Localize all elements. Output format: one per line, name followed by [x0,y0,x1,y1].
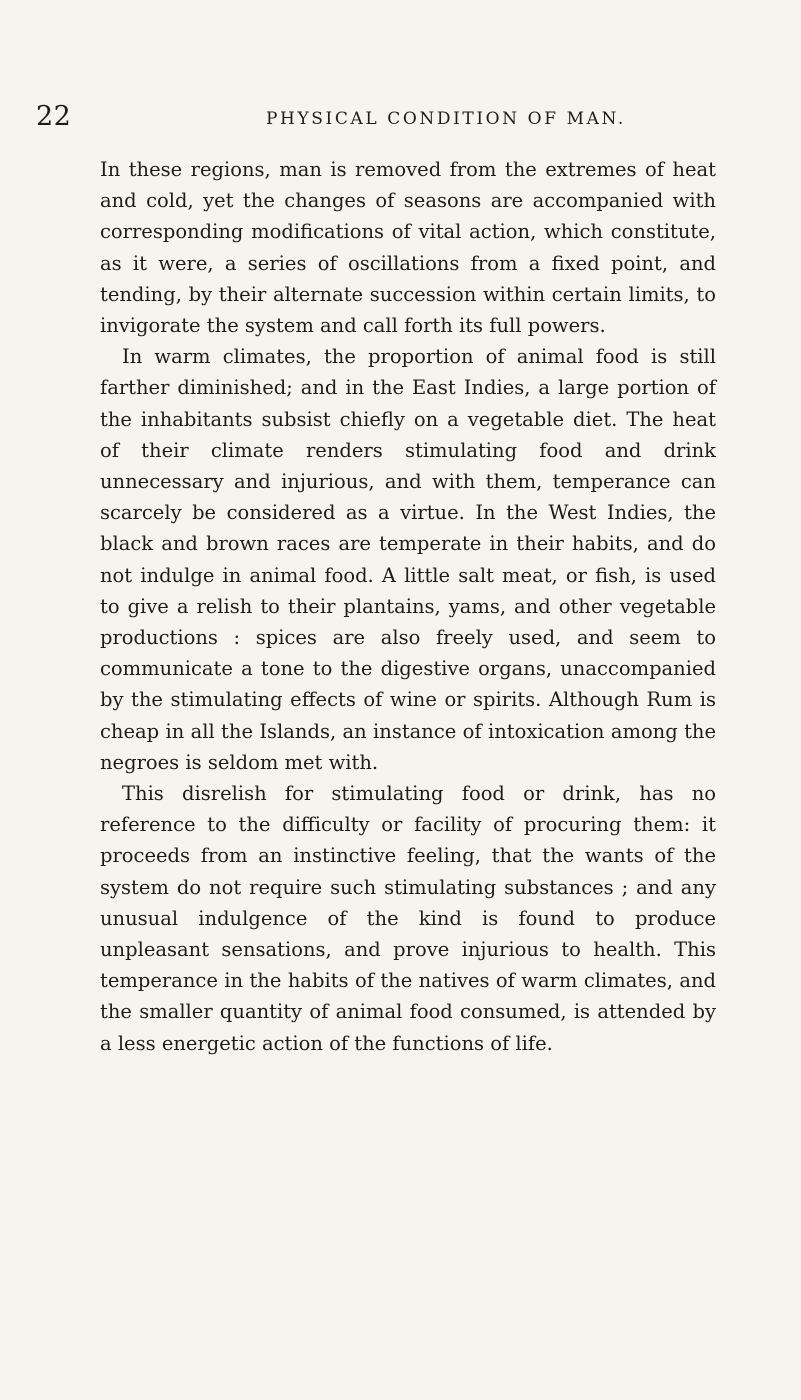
paragraph-3: This disrelish for stimulating food or drink, has no reference to the difficulty or facility of procuring them: it proceeds from an instinctive feeling, that the wants of the system do not require such stimulating substances ; and any unusual indulgence of the kind is found to produce unpleasant sensations, and prove injurious to health. This temperance in the habits of the natives of warm climates, and the smaller quantity of animal food consumed, is attended by a less energetic action of the functions of life. [100,782,716,1055]
paragraph-2: In warm climates, the proportion of animal food is still farther diminished; and in the East Indies, a large portion of the inhabitants subsist chiefly on a vegetable diet. The heat of their climate renders stimulating food and drink unnecessary and injurious, and with them, temperance can scarcely be considered as a virtue. In the West Indies, the black and brown races are temperate in their habits, and do not indulge in animal food. A little salt meat, or fish, is used to give a relish to their plantains, yams, and other vegetable productions : spices are also freely used, and seem to communicate a tone to the digestive organs, unaccompanied by the stimulating effects of wine or spirits. Although Rum is cheap in all the Islands, an instance of intoxication among the negroes is seldom met with. [100,345,716,774]
paragraph-1: In these regions, man is removed from the extremes of heat and cold, yet the changes of seasons are accompanied with corresponding modifications of vital action, which constitute, as it were, a series of oscillations from a fixed point, and tending, by their alternate succession within certain limits, to invigorate the system and call forth its full powers. [100,158,716,338]
page-number: 22 [36,101,72,132]
page-header [36,100,726,134]
running-head: PHYSICAL CONDITION OF MAN. [266,109,626,129]
body-text [100,154,716,1059]
